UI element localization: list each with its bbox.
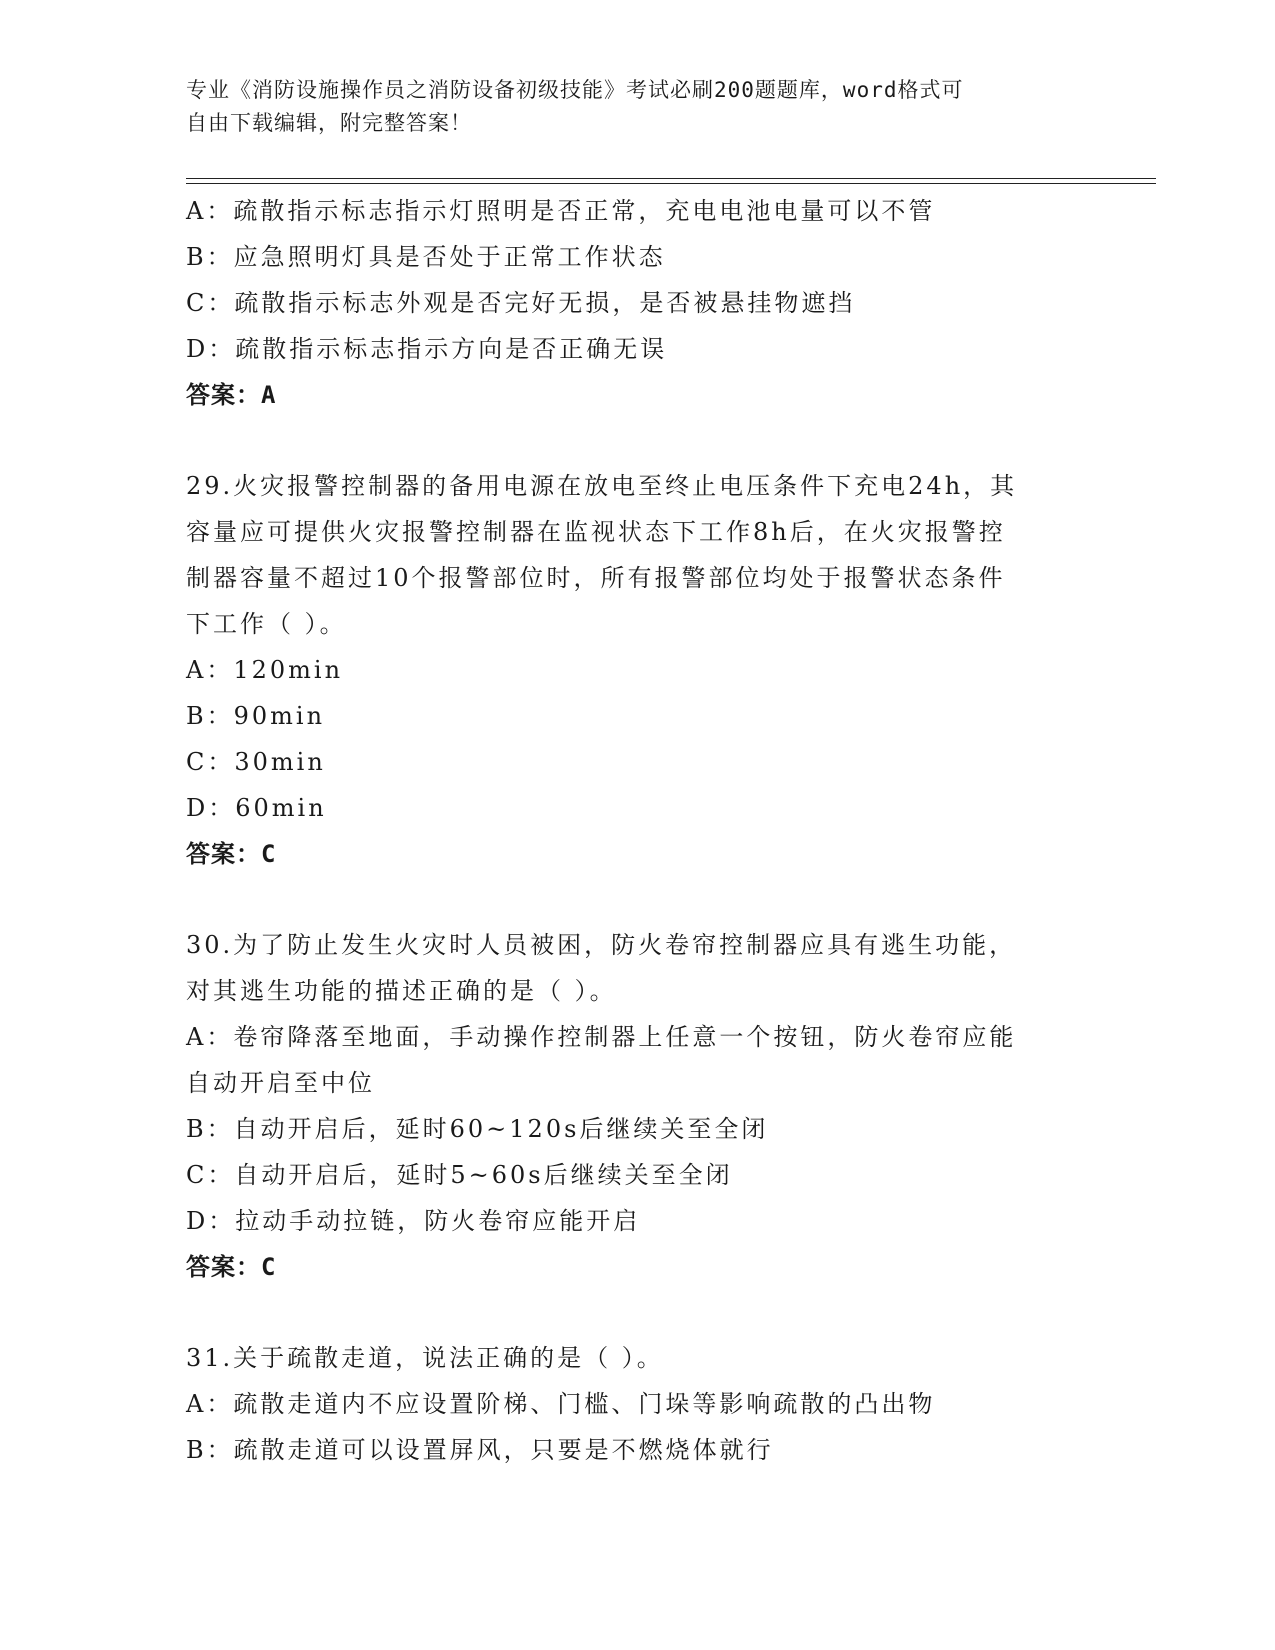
question-text: 31.关于疏散走道，说法正确的是（ ）。 — [186, 1344, 664, 1372]
question-text: 制器容量不超过10个报警部位时，所有报警部位均处于报警状态条件 — [186, 564, 1006, 592]
answer-key: 答案：C — [186, 1253, 277, 1281]
question-text: 自动开启至中位 — [186, 1069, 375, 1097]
answer-option: C：自动开启后，延时5~60s后继续关至全闭 — [186, 1161, 733, 1189]
question-text: 容量应可提供火灾报警控制器在监视状态下工作8h后，在火灾报警控 — [186, 518, 1006, 546]
answer-option: D：拉动手动拉链，防火卷帘应能开启 — [186, 1207, 641, 1235]
question-block — [186, 188, 1086, 418]
answer-option: A：疏散走道内不应设置阶梯、门槛、门垛等影响疏散的凸出物 — [186, 1390, 936, 1418]
document-header — [186, 74, 1086, 140]
header-divider-top — [186, 178, 1156, 179]
block-spacer — [186, 418, 1086, 463]
question-block — [186, 463, 1086, 877]
answer-option: B：自动开启后，延时60~120s后继续关至全闭 — [186, 1115, 769, 1143]
header-line-1: 专业《消防设施操作员之消防设备初级技能》考试必刷200题题库，word格式可 — [186, 78, 964, 102]
header-divider-bottom — [186, 183, 1156, 184]
answer-option: A：卷帘降落至地面，手动操作控制器上任意一个按钮，防火卷帘应能 — [186, 1023, 1017, 1051]
answer-option: B：应急照明灯具是否处于正常工作状态 — [186, 243, 666, 271]
answer-option: D：60min — [186, 794, 327, 822]
answer-option: C：疏散指示标志外观是否完好无损，是否被悬挂物遮挡 — [186, 289, 856, 317]
block-spacer — [186, 1290, 1086, 1335]
question-text: 30.为了防止发生火灾时人员被困，防火卷帘控制器应具有逃生功能， — [186, 931, 1017, 959]
block-spacer — [186, 877, 1086, 922]
question-text: 下工作（ ）。 — [186, 610, 347, 638]
question-text: 对其逃生功能的描述正确的是（ ）。 — [186, 977, 617, 1005]
answer-option: B：90min — [186, 702, 326, 730]
answer-key: 答案：C — [186, 840, 277, 868]
answer-option: B：疏散走道可以设置屏风，只要是不燃烧体就行 — [186, 1436, 774, 1464]
answer-option: D：疏散指示标志指示方向是否正确无误 — [186, 335, 668, 363]
header-line-2: 自由下载编辑，附完整答案！ — [186, 111, 472, 135]
question-block — [186, 1335, 1086, 1473]
answer-option: C：30min — [186, 748, 326, 776]
question-block — [186, 922, 1086, 1290]
answer-key: 答案：A — [186, 381, 277, 409]
question-content — [186, 188, 1086, 1473]
answer-option: A：120min — [186, 656, 344, 684]
question-text: 29.火灾报警控制器的备用电源在放电至终止电压条件下充电24h，其 — [186, 472, 1018, 500]
answer-option: A：疏散指示标志指示灯照明是否正常，充电电池电量可以不管 — [186, 197, 936, 225]
